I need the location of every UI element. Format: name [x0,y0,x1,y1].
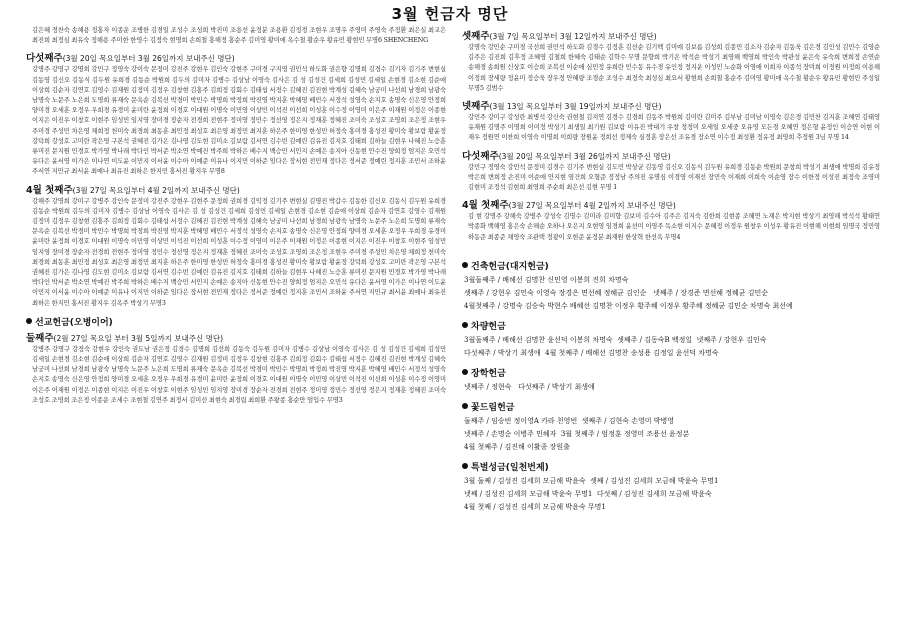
special-offering-entry: 3월 둘째 / 김성진 김세희 모금해 박윤숙 [464,476,586,485]
section-title: 넷째주 [462,101,490,113]
donor-names-week5: 강민구 정영숙 강민석 문정미 김경수 김기주 변현실 김도민 박상균 김동영 김신오 김동식 김두원 유희경 김동순 박원희 문창희 박성기 최생애 박명희 김유정 박은희 변희정 손진미 이순애 안지현 염건희 오형준 정정남 주의진 유명심 이경영 이재선 장민숙 이재희 이희숙 이순영 장수 이한정 이성진 최정숙 조영미 김현미 조정석 김현희 최영희 주순희 최은선 김현 무명 1 [468,163,880,192]
flower-offering-line [464,415,880,428]
section-heading-week4 [462,98,880,112]
right-column [462,26,880,632]
section-date-range: (2월 27일 목요일 부터 3월 5일까지 보내주신 명단) [53,333,224,343]
flower-offering-entry: 셋째주 / 김현숙 손영미 박병영 [581,416,675,425]
section-title: 4월 첫째주 [462,200,509,212]
left-column [26,26,446,632]
section-heading-week3 [462,28,880,42]
section-heading-april-week1 [462,197,880,211]
bullet-icon [462,403,468,409]
section-heading-mission-week2 [26,330,446,344]
flower-offering-line [464,428,880,441]
special-offering-entry: 넷째 / 김성진 김세희 모금해 박윤숙 무명1 [464,489,593,498]
donor-names-mission: 강병주 강명구 강정숙 강현우 강인숙 권도남 권은정 김경수 김명희 김선희 김동숙 김두원 김미자 김병수 김상남 이영숙 김사은 김 성 김성건 김세희 김성민 김세일 손현경 김소현 김순애 이상희 김순자 김연호 김영수 김재원 김정미 김정우 김창현 김홍주 김희정 김회수 김태섭 서정수 김혜진 김진현 박계성 김혜숙 남궁미 나선희 남경희 남광숙 남명숙 노문주 노은희 도명희 류재숙 문옥순 김복선 박경미 박민수 박명희 박정희 박진영 박지훈 박혜영 배민수 서정석 성영숙 손지호 송명숙 신은영 안정희 양미경 오세훈 오정우 우희경 유경미 윤미란 윤정희 이경호 이대원 이명숙 이민영 이상민 이석진 이선희 이성훈 이수정 이영미 이은주 이재원 이정은 이종현 이지은 이진우 이창호 이현주 임성민 임지영 장미경 장순자 전경희 전현주 정미영 정민수 정선영 정은지 정재훈 정혜진 조미숙 조성호 조영희 조은정 이종운 조세수 조현철 김연주 최정서 김미선 최현숙 최경립 최희환 주왕종 홍순만 엄입수 무명3 [32,345,446,404]
flower-offering-heading [462,400,880,413]
special-offering-line: 4월 첫째 / 김성진 김세희 모금해 박윤숙 무명1 [464,502,606,511]
building-offering-line: 4월첫째주 / 강명숙 김승숙 박현수 배혜선 김명찬 이정우 황주혜 이정우 황주혜 정혜균 김민순 차명숙 최선예 [464,301,793,310]
flower-offering-entry: 3월 첫째주 / 엄정훈 정영미 조용선 윤정분 [560,429,690,438]
bullet-icon [462,369,468,375]
mission-offering-label: 선교헌금(오병이어) [35,317,113,328]
section-heading-april-week1 [26,182,446,196]
vehicle-offering-entry: 다섯째주 / 박상기 최생애 [464,348,541,357]
scholarship-offering-heading [462,366,880,379]
bullet-icon [26,318,32,324]
section-date-range: (3월 13일 목요일부터 3월 19일까지 보내주신 명단) [489,102,662,112]
building-offering-label: 건축헌금(대지헌금) [471,261,549,272]
intro-names: 김은혜 정찬숙 송해용 정홍자 이종운 조병한 김경일 조성수 조성희 박진미 조용선 윤정분 조용환 김정경 조현우 조명우 주영미 주영숙 주정환 최은실 최교은 최진희 최정심 최유숙 정해용 주미한 한영수 김정숙 현명희 손희철 홍해정 홍순주 김미영 황미애 옥수철 황순우 황유민 황현민 무명6 SHENCHENG [32,27,446,45]
building-offering-line [464,287,880,300]
bullet-icon [462,463,468,469]
bullet-icon [462,262,468,268]
bullet-icon [462,322,468,328]
scholarship-offering-label: 장학헌금 [471,368,506,379]
section-date-range: (3월 20일 목요일부터 3월 26일까지 보내주신 명단) [498,151,671,161]
donor-names-week4: 강민주 강미구 강성란 최병석 강신숙 권현철 김지연 김경수 김경희 김동주 박원희 김미란 김미주 김부남 김미남 이영숙 김은경 김민찬 김지훈 조혜연 김태영 유재원 김명주 이명희 이미정 박성기 최생일 최기원 김보람 이유진 박대기 우창 정정미 오세일 오세중 오유영 모든경 오혜연 정은형 윤정인 이승연 이현 이재우 정원연 이찬희 이영숙 이명희 이희량 장원윤 정희선 정제숙 심정훈 장은선 조유경 장소연 이수정 최성환 정유정 최영희 추정원 3님 무명 14 [468,114,880,142]
vehicle-offering-line [464,347,880,360]
flower-offering-entry: 둘째주 / 임승빈 정이영A 카라 천영빈 [464,416,578,425]
section-title: 셋째주 [462,31,490,42]
section-date-range: (3월 27일 목요일부터 4월 2일까지 보내주신 명단) [72,185,240,195]
donor-names-april-week1: 강해주 강명희 강미구 강병주 강인숙 문정미 강진주 강현우 김현주 문정희 권희경 김익정 김기주 변현실 김명진 박갑수 김동한 김신오 김동식 김두원 유희경 김동순 박원희 김두의 김미자 김병수 김상남 이영숙 김사은 김 성 김성건 김세희 김성민 김세일 손현경 김소현 김순애 이상희 김순자 김연호 김영수 김재원 김정미 김정우 김창현 김홍주 김희정 김회수 김태섭 서정수 김혜진 김진현 박계성 김혜숙 남궁미 나선희 남경희 남광숙 남명숙 노문주 노은희 도명희 류재숙 문옥순 김복선 박경미 박민수 박명희 박정희 박진영 박지훈 박혜영 배민수 서정석 성영숙 손지호 송명숙 신은영 안정희 양미경 오세훈 오정우 우희경 유경미 윤미란 윤정희 이경호 이대원 이명숙 이민영 이상민 이석진 이선희 이성훈 이수정 이영미 이은주 이재원 이정은 이종현 이지은 이진우 이창호 이현주 임성민 임지영 장미경 장순자 전경희 전현주 정미영 정민수 정선영 정은지 정재훈 정혜진 조미숙 조성호 조영희 조은정 조현우 주미경 주성민 차은영 채희정 천미숙 최경희 최동훈 최민정 최성호 최은영 최정민 최지훈 하은주 한미영 한성민 허정숙 홍미경 홍성진 황미숙 황보람 황윤정 강덕희 강성호 고미란 곽은영 구본석 권혜진 김가은 김나영 김도현 김미소 김보람 김서연 김수빈 김예린 김유진 김지호 김태희 김하늘 김현우 나혜진 노승훈 류미진 문지원 민경호 박가영 박나래 박다인 박서준 박소연 박예진 박주희 박하은 배수지 백승민 서민지 손예은 송지아 신동현 안수진 양희정 엄지은 오민석 유다은 윤서영 이가은 이나연 이도윤 이민지 이서윤 이수아 이예준 이유나 이지민 이하준 임다은 장서현 전민재 정다은 정서준 정예린 정지훈 조민서 조하윤 주서연 지민규 최서윤 최예나 최유진 최하은 한지민 홍서진 황지우 김옥주 박상기 무명3 [32,197,446,307]
section-title: 다섯째주 [462,150,499,162]
vehicle-offering-line [464,334,880,347]
special-offering-line [464,475,880,488]
section-date-range: (3월 7일 목요일부터 3월 12일까지 보내주신 명단) [489,32,657,41]
building-offering-heading [462,259,880,272]
vehicle-offering-entry: 셋째주 / 김동숙B 백정일 [617,335,693,344]
scholarship-offering-entry: 넷째주 / 정현숙 [464,382,512,391]
section-heading-week5 [26,50,446,64]
section-heading-week5 [462,148,880,162]
vehicle-offering-entry: 넷째주 / 강현우 김인숙 [696,335,767,344]
section-title: 다섯째주 [26,53,63,65]
building-offering-entry: 셋째주 / 강현우 김민숙 이영숙 장경은 면선혜 정혜균 김인순 [464,288,647,297]
special-offering-heading [462,460,880,473]
scholarship-offering-entry: 다섯째주 / 박상기 최생애 [518,382,595,391]
building-offering-entry: 넷째주 / 장경준 면선혜 정혜균 김민순 [653,288,769,297]
flower-offering-line: 4월 첫째주 / 김진해 이활종 장원출 [464,442,570,451]
donor-names-week5: 강명주 강명구 강명희 강민구 정영숙 강이숙 문정미 강진주 강현우 김인숙 강현주 구미경 구지영 권민석 하도화 권은향 김명희 김경수 김기자 김기주 변현실 김동영 김신오 김동식 김두원 유희경 김동순 박원희 김두의 김미자 김병수 김상남 이영숙 김사은 김 성 김성건 김세희 김성민 김세일 손현경 김소현 김순애 이상희 김순자 김연호 김영수 김재원 김정미 김정우 김창현 김홍주 김희정 김회수 김태섭 서정수 김혜진 김진현 박계성 김혜숙 남궁미 나선희 남경희 남광숙 남명숙 노문주 노은희 도명희 류재숙 문옥순 김복선 박경미 박민수 박명희 박정희 박진영 박지훈 박혜영 배민수 서정석 성영숙 손지호 송명숙 신은영 안정희 양미경 오세훈 오정우 우희경 유경미 윤미란 윤정희 이경호 이대원 이명숙 이민영 이상민 이석진 이선희 이성훈 이수정 이영미 이은주 이재원 이정은 이종현 이지은 이진우 이창호 이현주 임성민 임지영 장미경 장순자 전경희 전현주 정미영 정민수 정선영 정은지 정재훈 정혜진 조미숙 조성호 조영희 조은정 조현우 주미경 주성민 차은영 채희정 천미숙 최경희 최동훈 최민정 최성호 최은영 최정민 최지훈 하은주 한미영 한성민 허정숙 홍미경 홍성진 황미숙 황보람 황윤정 강덕희 강성호 고미란 곽은영 구본석 권혜진 김가은 김나영 김도현 김미소 김보람 김서연 김수빈 김예린 김유진 김지호 김태희 김하늘 김현우 나혜진 노승훈 류미진 문지원 민경호 박가영 박나래 박다인 박서준 박소연 박예진 박주희 박하은 배수지 백승민 서민지 손예은 송지아 신동현 안수진 양희정 엄지은 오민석 유다은 윤서영 이가은 이나연 이도윤 이민지 이서윤 이수아 이예준 이유나 이지민 이하준 임다은 장서현 전민재 정다은 정서준 정예린 정지훈 조민서 조하윤 주서연 지민규 최서윤 최예나 최유진 최하은 한지민 홍서진 황지우 무명8 [32,66,446,176]
section-title: 4월 첫째주 [26,184,73,196]
flower-offering-entry: 넷째주 / 손명순 이병주 민혜자 [464,429,557,438]
vehicle-offering-heading [462,319,880,332]
donor-names-week3: 강명숙 강민순 구미경 국선희 권민석 하도화 김경수 김정훈 김선순 김기백 김미애 김보름 김성희 김종민 김소자 김순자 김동욱 김은경 김인성 김민수 김영순 김주은 김진희 김후정 조혜영 김철희 한혜숙 김태순 김학수 무명 문향희 박기온 박석순 박성기 최영해 백영희 박인숙 박관성 윤은숙 유숙희 변희정 손연순 송해경 송희원 신상호 이승희 조복선 이순애 심민정 유희란 민수동 유수경 유인정 정지운 이성민 노순화 이영애 이희자 이종석 장미희 이정원 이정희 이용해 이정희 장세량 정윤미 정승욱 장우정 안혜량 조경순 조성수 최정숙 최성심 최요서 황현희 손희철 홍순주 김미영 황미애 옥수철 황순우 황유민 황현민 주성일 무명5 김범수 [468,44,880,92]
vehicle-offering-entry: 4월 첫째주 / 배해선 김명찬 송성용 김정일 윤선덕 차명숙 [545,348,719,357]
special-offering-line [464,488,880,501]
mission-offering-heading [26,315,446,328]
scholarship-offering-line [464,381,880,394]
section-date-range: (3월 20일 목요일부터 3월 26일까지 보내주신 명단) [62,54,235,64]
section-date-range: (3월 27일 목요일부터 4월 2일까지 보내주신 명단) [508,201,676,211]
special-offering-label: 특별성금(일천번제) [471,462,549,473]
page-title: 3월 헌금자 명단 [391,5,509,23]
vehicle-offering-label: 차량헌금 [471,321,506,332]
vehicle-offering-entry: 3월둘째주 / 배해선 김명찬 윤선덕 이봉희 차명숙 [464,335,613,344]
special-offering-entry: 셋째 / 김성진 김세희 모금해 박윤숙 무명1 [590,476,719,485]
section-title: 둘째주 [26,332,54,344]
special-offering-entry: 다섯째 / 김성진 김세희 모금해 박윤숙 [596,489,712,498]
donor-names-april-week1: 김 현 강명주 강해숙 강병주 강성숙 김명수 김미라 김미향 김보미 김수아 김주은 김지숙 김한희 김현종 조혜연 노재은 박지현 박상기 최영해 박석석 황태연 박종화 백해영 홍은숙 손해순 오하나 오은지 오현영 임경희 윤선미 이영주 독소현 이지수 문혜정 이정우 원창우 이성우 황유진 이현해 이현희 임명국 정민영 하동준 최종준 채영숙 조관택 정광이 오현준 윤정분 최재원 한상혁 한선옥 무명4 [468,213,880,241]
flower-offering-label: 꽃드림헌금 [471,402,515,413]
building-offering-line: 3월둘째주 / 배해선 김명찬 신민영 이봉희 진희 차명숙 [464,275,629,284]
